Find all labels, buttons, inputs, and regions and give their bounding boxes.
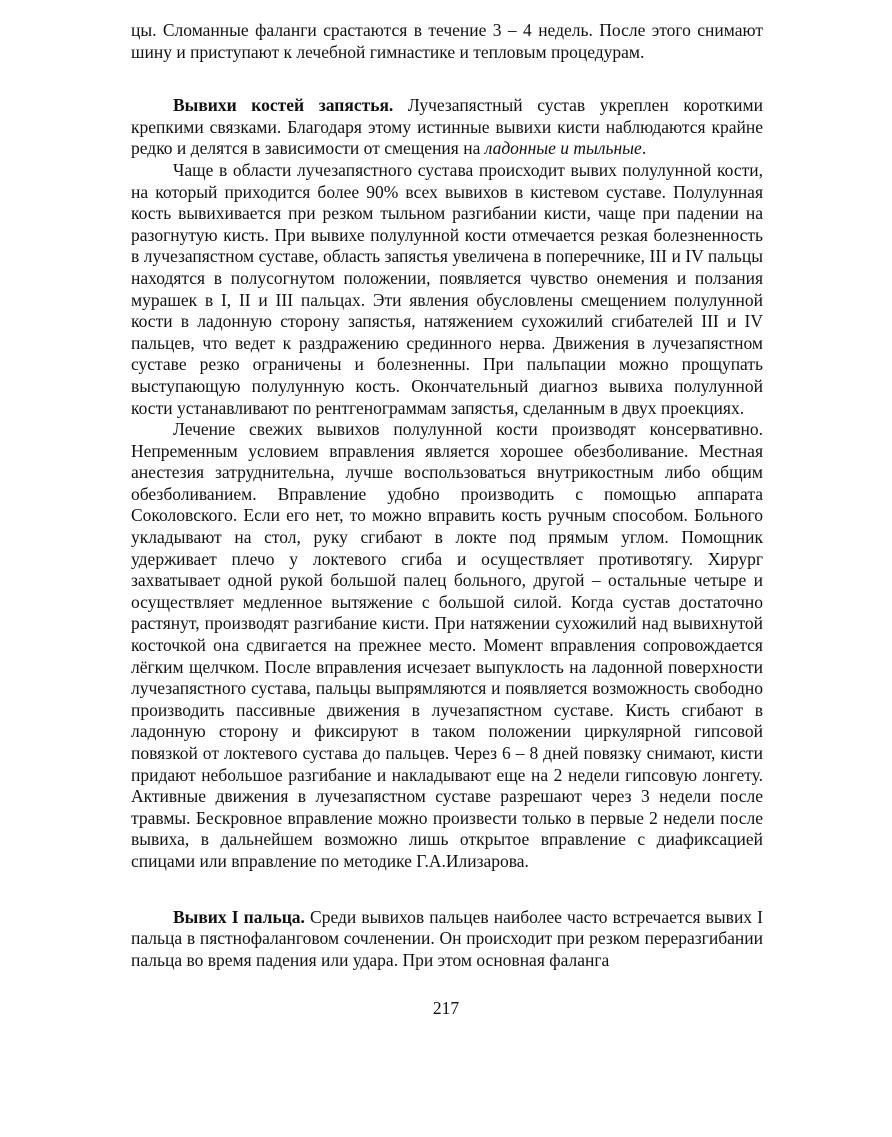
- wrist-text-before-italic: Лучезапястный сустав укреплен короткими крепкими связками. Благодаря этому истинные вывихи кисти наблюдаются крайне редко и делятся в зависимости от смещения на: [131, 95, 763, 159]
- document-page: [131, 20, 763, 971]
- wrist-section-paragraph-2: [131, 160, 763, 419]
- wrist-section-paragraph-1: [131, 95, 763, 160]
- wrist-italic-term: ладонные и тыльные: [484, 138, 642, 159]
- section-spacer: [131, 63, 763, 95]
- intro-paragraph: [131, 20, 763, 63]
- finger-section-heading: Вывих I пальца.: [173, 906, 305, 927]
- wrist-para2-text: Чаще в области лучезапястного сустава происходит вывих полулунной кости, на который приходится более 90% всех вывихов в кистевом суставе. Полулунная кость вывихивается при резком тыльном разгибании кисти, чаще при падении на разогнутую кисть. При вывихе полулунной кости отмечается резкая болезненность в лучезапястном суставе, область запястья увеличена в поперечнике, III и IV пальцы находятся в полусогнутом положении, появляется чувство онемения и ползания мурашек в I, II и III пальцах. Эти явления обусловлены смещением полулунной кости в ладонную сторону запястья, натяжением сухожилий сгибателей III и IV пальцев, что ведет к раздражению срединного нерва. Движения в лучезапястном суставе резко ограничены и болезненны. При пальпации можно прощупать выступающую полулунную кость. Окончательный диагноз вывиха полулунной кости устанавливают по рентгенограммам запястья, сделанным в двух проекциях.: [131, 159, 763, 418]
- wrist-section-paragraph-3: [131, 419, 763, 872]
- wrist-para3-text: Лечение свежих вывихов полулунной кости производят консервативно. Непременным условием вправления является хорошее обезболивание. Местная анестезия затруднительна, лучше воспользоваться внутрикостным либо общим обезболиванием. Вправление удобно производить с помощью аппарата Соколовского. Если его нет, то можно вправить кость ручным способом. Больного укладывают на стол, руку сгибают в локте под прямым углом. Помощник удерживает плечо у локтевого сгиба и осуществляет противотягу. Хирург захватывает одной рукой большой палец больного, другой – остальные четыре и осуществляет медленное вытяжение с большой силой. Когда сустав достаточно растянут, производят разгибание кисти. При натяжении сухожилий над вывихнутой косточкой она сдвигается на прежнее место. Момент вправления сопровождается лёгким щелчком. После вправления исчезает выпуклость на ладонной поверхности лучезапястного сустава, пальцы выпрямляются и появляется возможность свободно производить пассивные движения в лучезапястном суставе. Кисть сгибают в ладонную сторону и фиксируют в таком положении циркулярной гипсовой повязкой от локтевого сустава до пальцев. Через 6 – 8 дней повязку снимают, кисти придают небольшое разгибание и накладывают еще на 2 недели гипсовую лонгету. Активные движения в лучезапястном суставе разрешают через 3 недели после травмы. Бескровное вправление можно произвести только в первые 2 недели после вывиха, в дальнейшем возможно лишь открытое вправление с диафиксацией спицами или вправление по методике Г.А.Илизарова.: [131, 419, 763, 871]
- section-spacer: [131, 873, 763, 907]
- page-number: 217: [432, 998, 460, 1018]
- finger-section-paragraph: [131, 907, 763, 972]
- wrist-text-after-italic: .: [641, 138, 647, 159]
- finger-section-text: Среди вывихов пальцев наиболее часто встречается вывих I пальца в пястнофаланговом сочленении. Он происходит при резком переразгибании пальца во время падения или удара. При этом основная фаланга: [131, 906, 763, 970]
- wrist-section-heading: Вывихи костей запястья.: [173, 95, 394, 116]
- intro-text: цы. Сломанные фаланги срастаются в течение 3 – 4 недель. После этого снимают шину и приступают к лечебной гимнастике и тепловым процедурам.: [131, 20, 763, 62]
